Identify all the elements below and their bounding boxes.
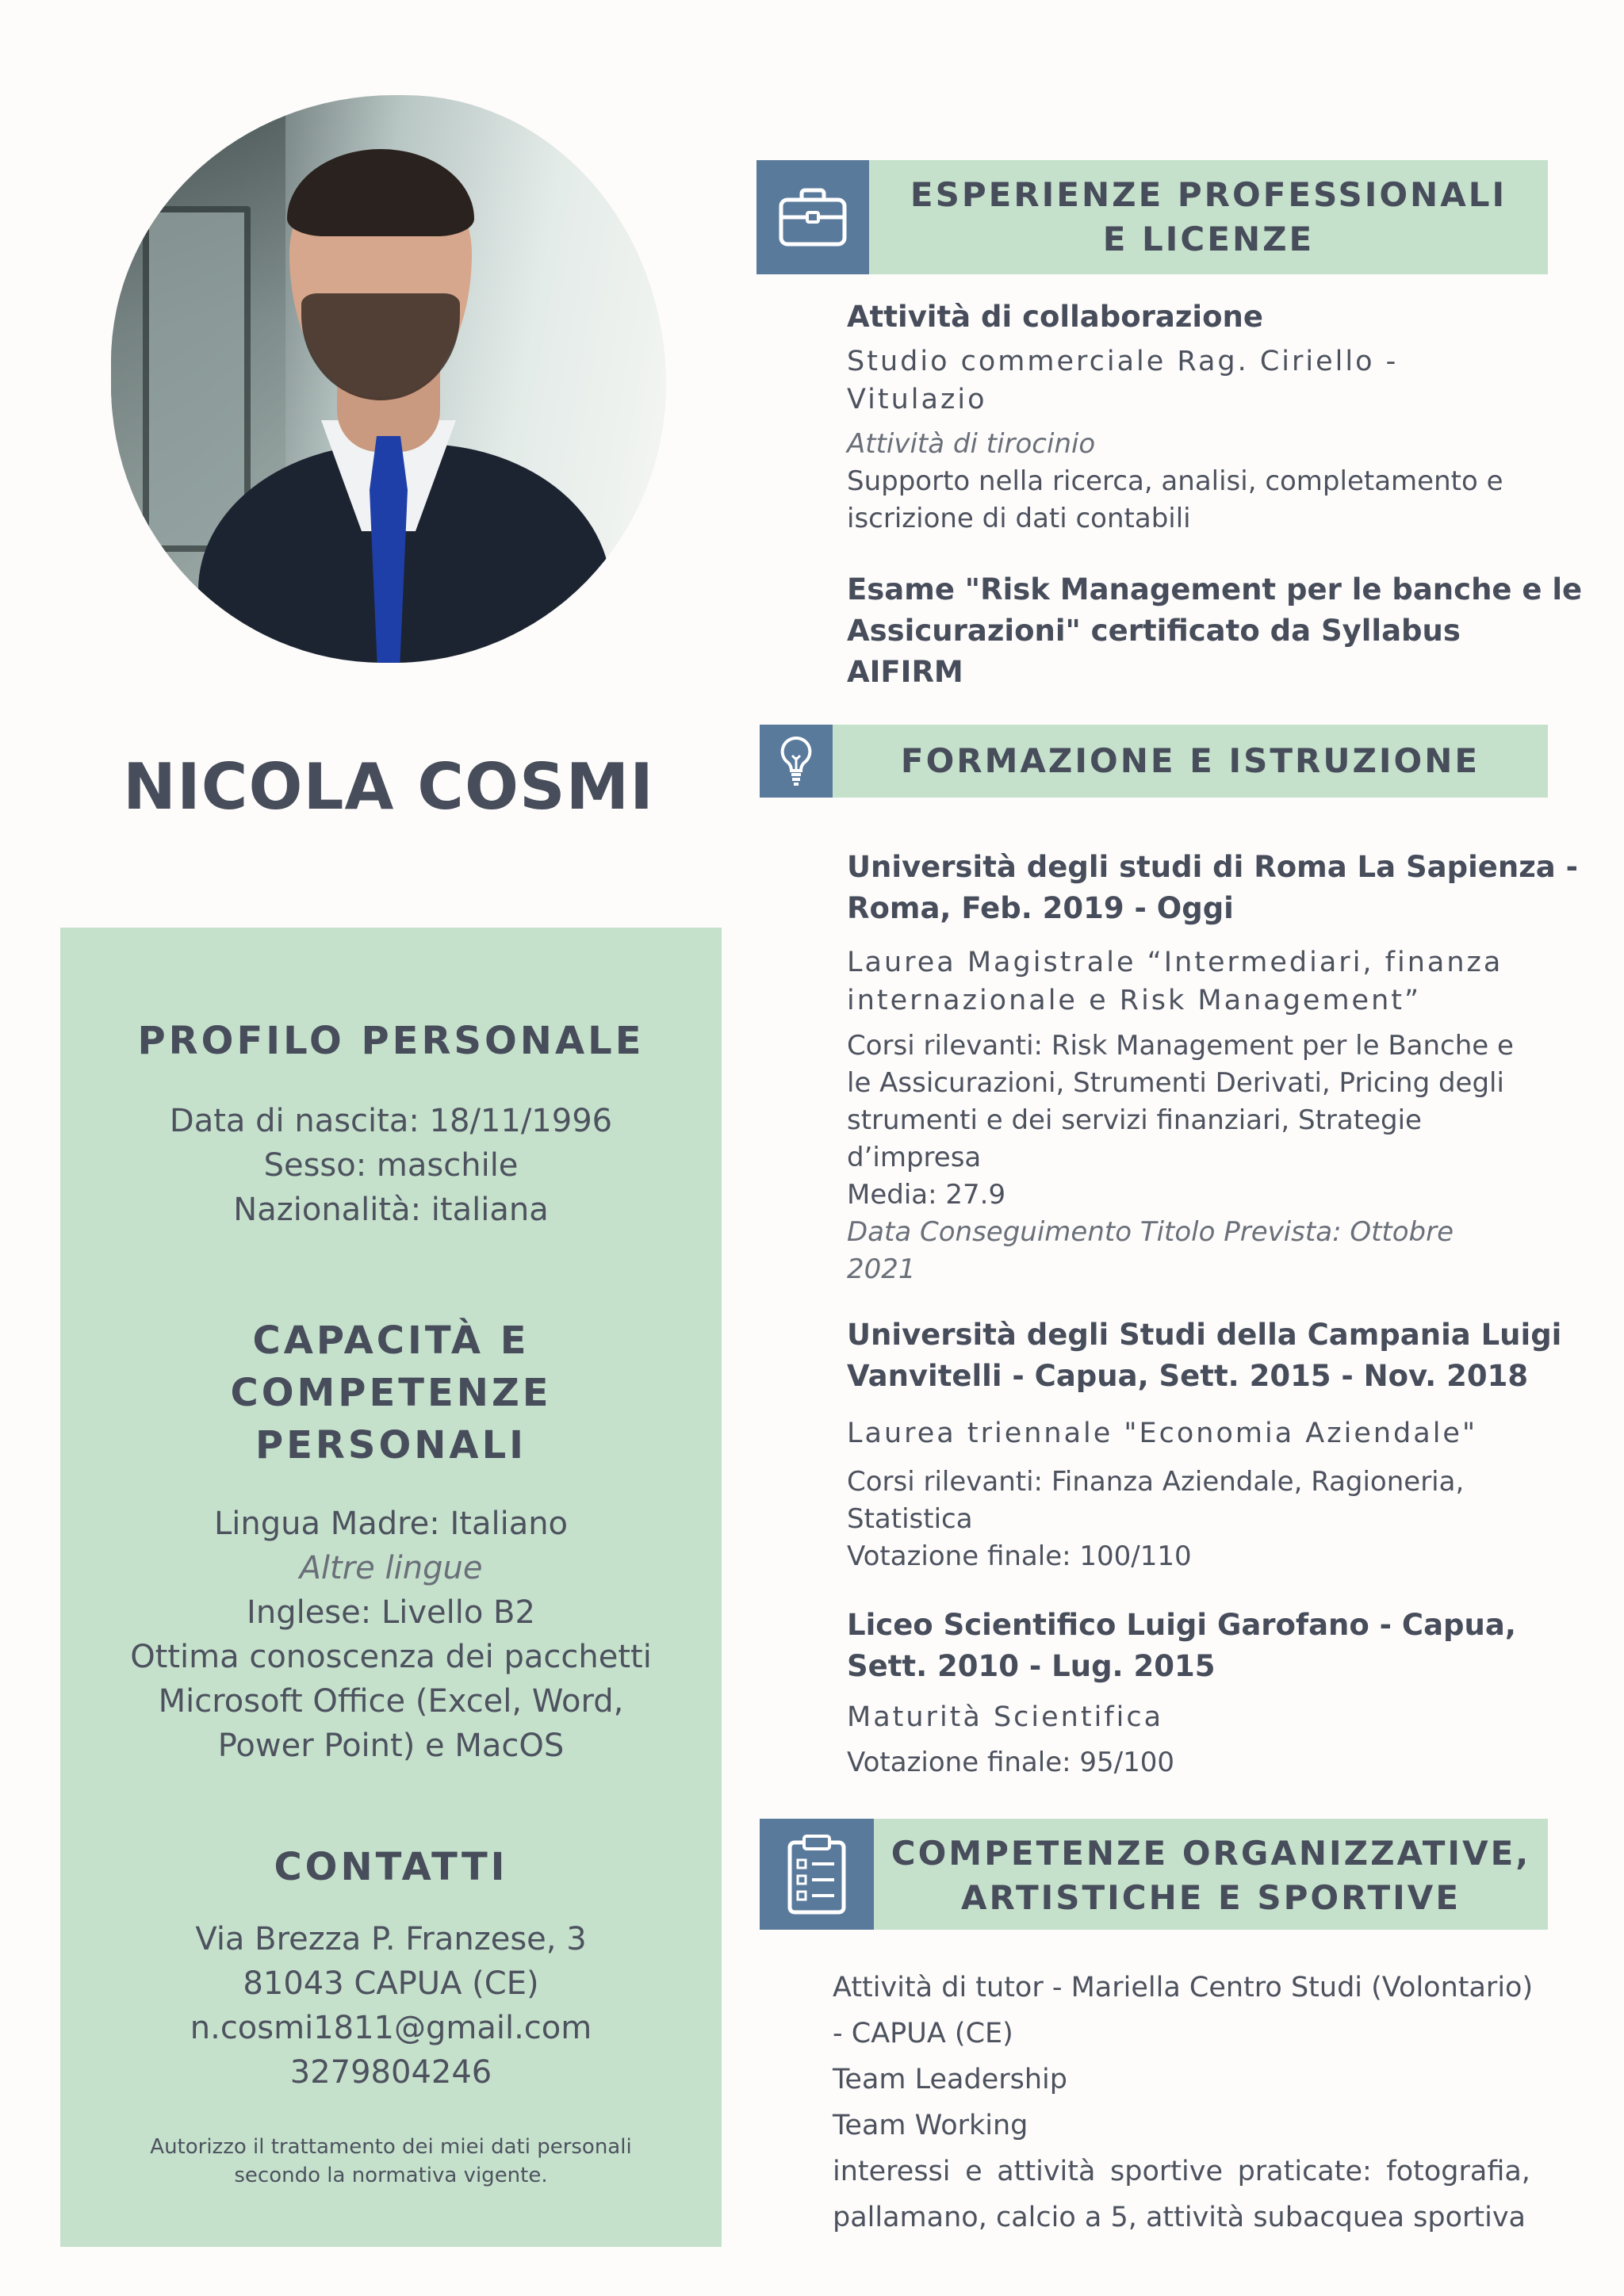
contact-email[interactable]: n.cosmi1811@gmail.com xyxy=(190,2010,592,2046)
job-desc-line: iscrizione di dati contabili xyxy=(847,503,1191,534)
native-language: Lingua Madre: Italiano xyxy=(213,1506,569,1542)
profile-photo xyxy=(111,95,666,663)
nationality: Nazionalità: italiana xyxy=(233,1192,549,1228)
office-skills-line: Ottima conoscenza dei pacchetti xyxy=(130,1639,652,1675)
org-line: Team Leadership xyxy=(833,2064,1067,2095)
org-title-line: ARTISTICHE E SPORTIVE xyxy=(960,1878,1461,1917)
skills-heading-line: COMPETENZE xyxy=(230,1371,552,1415)
experience-title-line: E LICENZE xyxy=(1102,220,1315,258)
detail-line: Votazione finale: 100/110 xyxy=(847,1540,1192,1572)
english-level: Inglese: Livello B2 xyxy=(247,1594,535,1631)
privacy-note-line: Autorizzo il trattamento dei miei dati personali xyxy=(150,2135,632,2159)
skills-heading-line: PERSONALI xyxy=(255,1423,527,1468)
interests-word: sportive xyxy=(1110,2156,1223,2187)
sex: Sesso: maschile xyxy=(263,1147,519,1184)
birth-date: Data di nascita: 18/11/1996 xyxy=(169,1103,613,1139)
org-title-line: COMPETENZE ORGANIZZATIVE, xyxy=(891,1834,1531,1873)
school-line: Università degli Studi della Campania Luigi xyxy=(847,1318,1562,1352)
privacy-note-line: secondo la normativa vigente. xyxy=(234,2164,548,2187)
detail-line: le Assicurazioni, Strumenti Derivati, Pricing degli xyxy=(847,1067,1504,1099)
degree-line: Laurea Magistrale “Intermediari, finanza xyxy=(847,947,1503,978)
detail-line: Statistica xyxy=(847,1503,973,1535)
profile-heading: PROFILO PERSONALE xyxy=(137,1019,645,1063)
interests-word: e xyxy=(965,2156,982,2187)
detail-line: Votazione finale: 95/100 xyxy=(847,1747,1174,1778)
experience-title-line: ESPERIENZE PROFESSIONALI xyxy=(910,175,1507,214)
lightbulb-icon xyxy=(760,725,833,798)
education-title: FORMAZIONE E ISTRUZIONE xyxy=(900,741,1480,780)
job-role: Attività di tirocinio xyxy=(847,428,1096,460)
exam-line: Esame "Risk Management per le banche e le xyxy=(847,572,1583,607)
org-line: - CAPUA (CE) xyxy=(833,2018,1013,2049)
contact-address: Via Brezza P. Franzese, 3 xyxy=(195,1921,587,1957)
company-line: Vitulazio xyxy=(847,384,987,415)
other-languages-label: Altre lingue xyxy=(299,1550,483,1586)
office-skills-line: Power Point) e MacOS xyxy=(217,1728,565,1764)
note-line: 2021 xyxy=(847,1253,916,1285)
detail-line: Corsi rilevanti: Finanza Aziendale, Ragioneria, xyxy=(847,1466,1465,1498)
exam-line: Assicurazioni" certificato da Syllabus xyxy=(847,614,1461,648)
contact-phone[interactable]: 3279804246 xyxy=(289,2054,492,2091)
clipboard-icon xyxy=(760,1819,874,1930)
contacts-heading: CONTATTI xyxy=(274,1845,508,1889)
education-header xyxy=(760,725,1548,798)
note-line: Data Conseguimento Titolo Prevista: Ottobre xyxy=(847,1216,1454,1248)
school-line: Liceo Scientifico Luigi Garofano - Capua, xyxy=(847,1608,1516,1642)
interests-line xyxy=(833,2149,1530,2195)
school-line: Roma, Feb. 2019 - Oggi xyxy=(847,891,1234,925)
skills-heading-line: CAPACITÀ E xyxy=(252,1318,530,1363)
org-line: Team Working xyxy=(833,2110,1028,2141)
org-skills-header xyxy=(760,1819,1548,1930)
exam-line: AIFIRM xyxy=(847,655,963,689)
left-panel xyxy=(60,928,722,2247)
interests-word: praticate: xyxy=(1237,2156,1372,2187)
detail-line: d’impresa xyxy=(847,1142,982,1173)
person-name: NICOLA COSMI xyxy=(123,750,654,824)
school-line: Sett. 2010 - Lug. 2015 xyxy=(847,1649,1216,1683)
job-desc-line: Supporto nella ricerca, analisi, completamento e xyxy=(847,465,1503,497)
contact-city: 81043 CAPUA (CE) xyxy=(243,1965,539,2002)
interests-last-line: pallamano, calcio a 5, attività subacquea sportiva xyxy=(833,2202,1526,2233)
interests-word: interessi xyxy=(833,2156,951,2187)
briefcase-icon xyxy=(756,160,869,274)
school-line: Vanvitelli - Capua, Sett. 2015 - Nov. 2018 xyxy=(847,1359,1529,1393)
org-line: Attività di tutor - Mariella Centro Studi (Volontario) xyxy=(833,1972,1534,2003)
office-skills-line: Microsoft Office (Excel, Word, xyxy=(158,1683,624,1720)
interests-word: attività xyxy=(997,2156,1096,2187)
detail-line: strumenti e dei servizi finanziari, Strategie xyxy=(847,1104,1422,1136)
company-line: Studio commerciale Rag. Ciriello - xyxy=(847,346,1399,377)
degree-line: Maturità Scientifica xyxy=(847,1701,1164,1733)
degree-line: internazionale e Risk Management” xyxy=(847,985,1422,1016)
interests-word: fotografia, xyxy=(1386,2156,1530,2187)
school-line: Università degli studi di Roma La Sapienza - xyxy=(847,850,1578,884)
detail-line: Media: 27.9 xyxy=(847,1179,1006,1211)
experience-header xyxy=(756,160,1548,274)
detail-line: Corsi rilevanti: Risk Management per le Banche e xyxy=(847,1030,1514,1062)
degree-line: Laurea triennale "Economia Aziendale" xyxy=(847,1418,1478,1449)
job-title: Attività di collaborazione xyxy=(847,300,1263,334)
